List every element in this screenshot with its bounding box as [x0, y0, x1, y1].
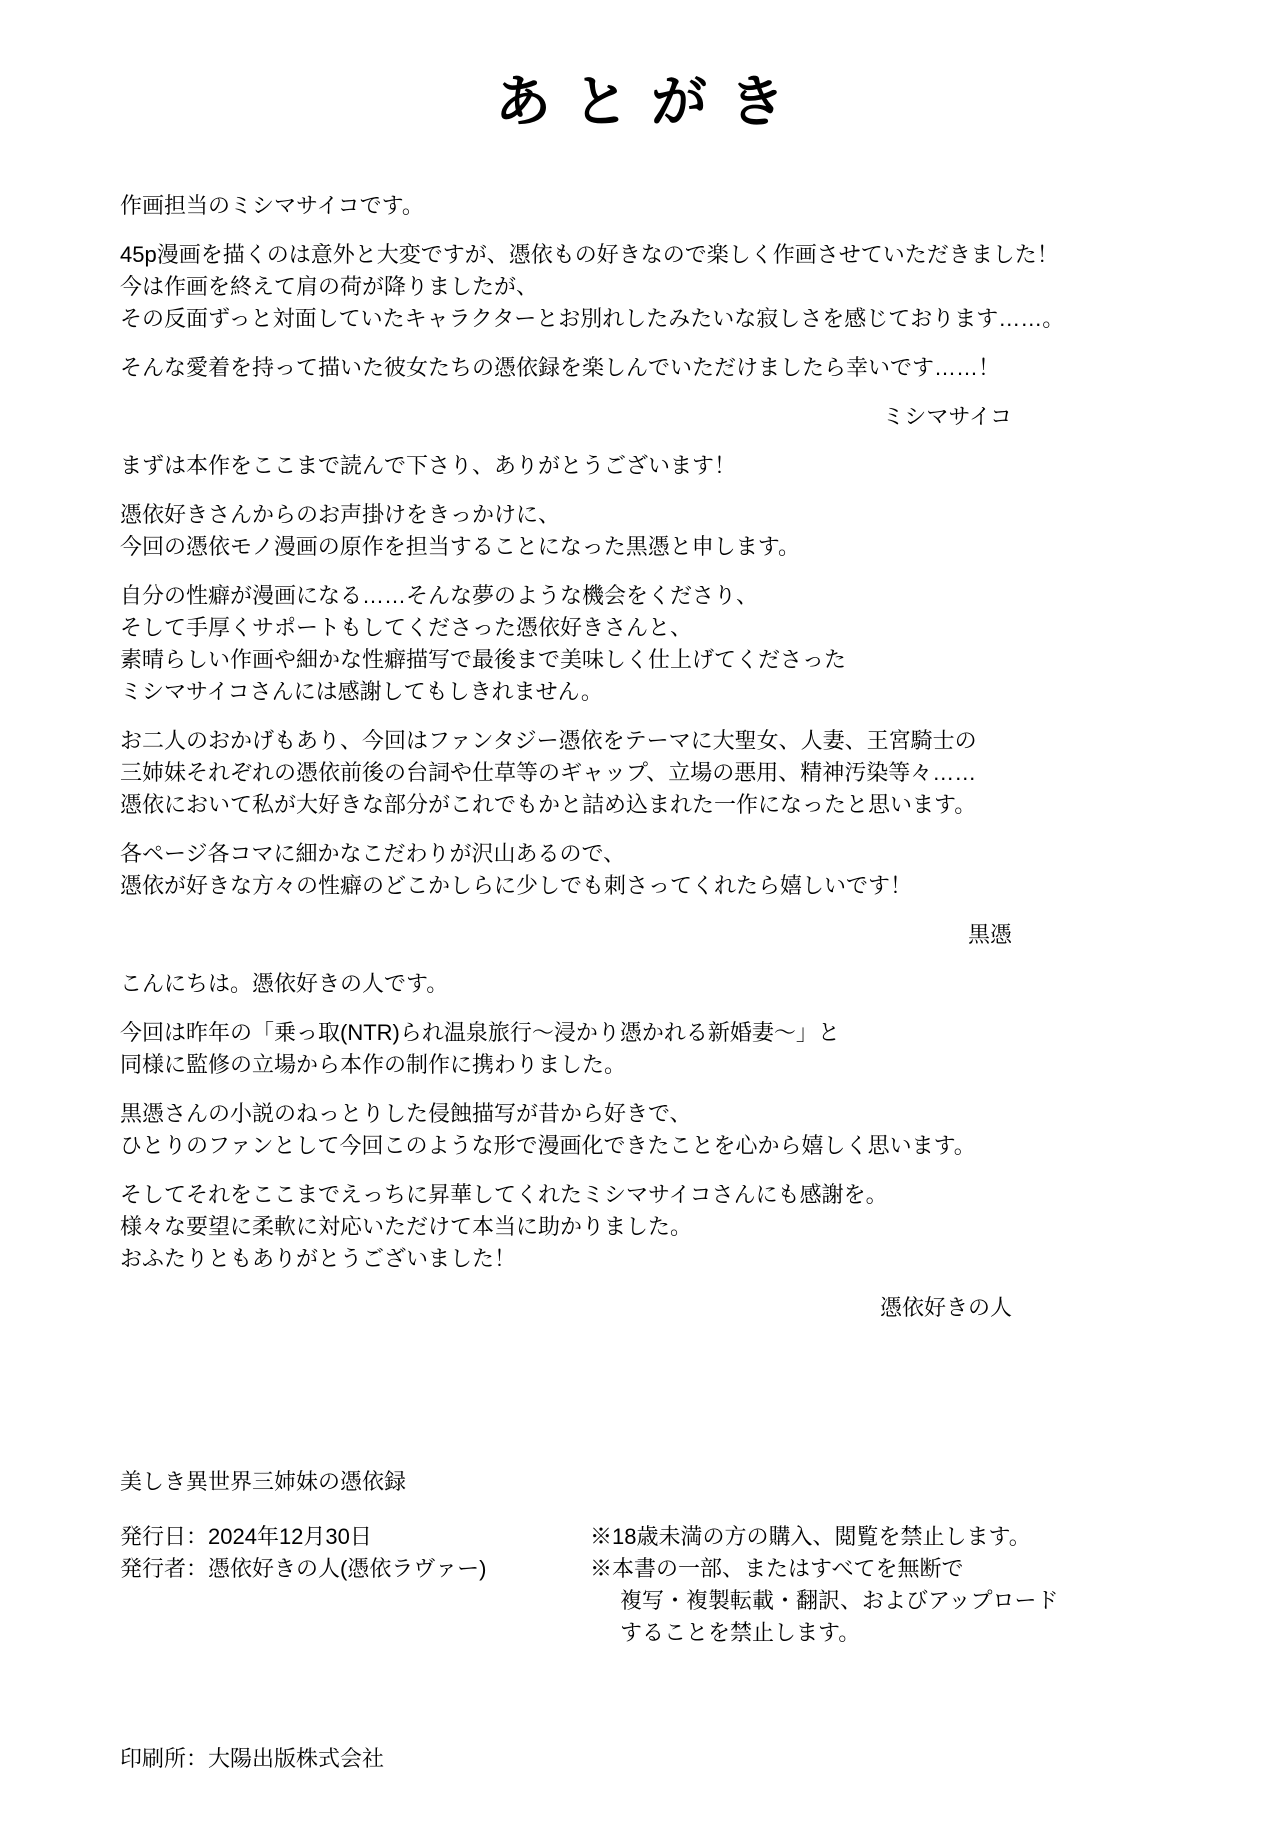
text-line: 今回は昨年の「乗っ取(NTR)られ温泉旅行～浸かり憑かれる新婚妻～」と: [120, 1020, 840, 1045]
text-line: 憑依において私が大好きな部分がこれでもかと詰め込まれた一作になったと思います。: [120, 792, 977, 817]
paragraph: [120, 352, 1012, 384]
page-title: あとがき: [495, 72, 807, 134]
text-line: 黒憑さんの小説のねっとりした侵蝕描写が昔から好きで、: [120, 1101, 692, 1126]
notice-line: することを禁止します。: [620, 1620, 861, 1645]
message-original-writer: [120, 450, 1012, 951]
afterword-content: [120, 190, 1065, 1324]
message-artist: [120, 190, 1065, 433]
colophon-row: [120, 1521, 1160, 1649]
message-supervisor: [120, 968, 1012, 1324]
text-line: 三姉妹それぞれの憑依前後の台詞や仕草等のギャップ、立場の悪用、精神汚染等々……: [120, 760, 977, 785]
paragraph: [120, 239, 1065, 335]
book-title: 美しき異世界三姉妹の憑依録: [120, 1469, 407, 1494]
paragraph: [120, 499, 1012, 563]
text-line: 憑依好きさんからのお声掛けをきっかけに、: [120, 502, 561, 527]
text-line: 今回の憑依モノ漫画の原作を担当することになった黒憑と申します。: [120, 534, 801, 559]
text-line: おふたりともありがとうございました！: [120, 1246, 517, 1271]
paragraph: [120, 1179, 1012, 1275]
notice-line: 複写・複製転載・翻訳、およびアップロード: [620, 1588, 1059, 1613]
text-line: 各ページ各コマに細かなこだわりが沢山あるので、: [120, 841, 626, 866]
signature-original-writer: 黒憑: [967, 922, 1012, 947]
notice-line: ※本書の一部、またはすべてを無断で: [590, 1556, 964, 1581]
colophon: [120, 1466, 1160, 1775]
publication-details: [120, 1521, 590, 1585]
text-line: 同様に監修の立場から本作の制作に携わりました。: [120, 1052, 627, 1077]
text-line: 様々な要望に柔軟に対応いただけて本当に助かりました。: [120, 1214, 693, 1239]
paragraph: [120, 580, 1012, 708]
text-line: まずは本作をここまで読んで下さり、ありがとうございます！: [120, 453, 737, 478]
paragraph: [120, 1017, 1012, 1081]
text-line: そしてそれをここまでえっちに昇華してくれたミシマサイコさんにも感謝を。: [120, 1182, 888, 1207]
text-line: 素晴らしい作画や細かな性癖描写で最後まで美味しく仕上げてくださった: [120, 647, 847, 672]
paragraph: [120, 450, 1012, 482]
text-line: ひとりのファンとして今回このような形で漫画化できたことを心から嬉しく思います。: [120, 1133, 976, 1158]
text-line: お二人のおかげもあり、今回はファンタジー憑依をテーマに大聖女、人妻、王宮騎士の: [120, 728, 977, 753]
age-copyright-notice: [590, 1521, 1160, 1649]
text-line: 自分の性癖が漫画になる……そんな夢のような機会をくださり、: [120, 583, 759, 608]
signature-artist: ミシマサイコ: [882, 404, 1012, 429]
paragraph: [120, 1098, 1012, 1162]
notice-line: ※18歳未満の方の購入、閲覧を禁止します。: [590, 1524, 1031, 1549]
printer: 印刷所：大陽出版株式会社: [120, 1746, 385, 1771]
text-line: ミシマサイコさんには感謝してもしきれません。: [120, 679, 603, 704]
text-line: その反面ずっと対面していたキャラクターとお別れしたみたいな寂しさを感じております……。: [120, 306, 1065, 331]
signature-supervisor: 憑依好きの人: [879, 1295, 1012, 1320]
paragraph: [120, 725, 1012, 821]
text-line: こんにちは。憑依好きの人です。: [120, 971, 449, 996]
publisher: 発行者：憑依好きの人(憑依ラヴァー): [120, 1556, 487, 1581]
paragraph: [120, 838, 1012, 902]
text-line: 今は作画を終えて肩の荷が降りましたが、: [120, 274, 539, 299]
text-line: 45p漫画を描くのは意外と大変ですが、憑依もの好きなので楽しく作画させていただきました！: [120, 242, 1059, 267]
text-line: そして手厚くサポートもしてくださった憑依好きさんと、: [120, 615, 693, 640]
paragraph: [120, 190, 1012, 222]
paragraph: [120, 968, 1012, 1000]
text-line: 憑依が好きな方々の性癖のどこかしらに少しでも刺さってくれたら嬉しいです！: [120, 873, 913, 898]
text-line: そんな愛着を持って描いた彼女たちの憑依録を楽しんでいただけましたら幸いです……！: [120, 355, 1001, 380]
text-line: 作画担当のミシマサイコです。: [120, 193, 424, 218]
publish-date: 発行日：2024年12月30日: [120, 1524, 372, 1549]
